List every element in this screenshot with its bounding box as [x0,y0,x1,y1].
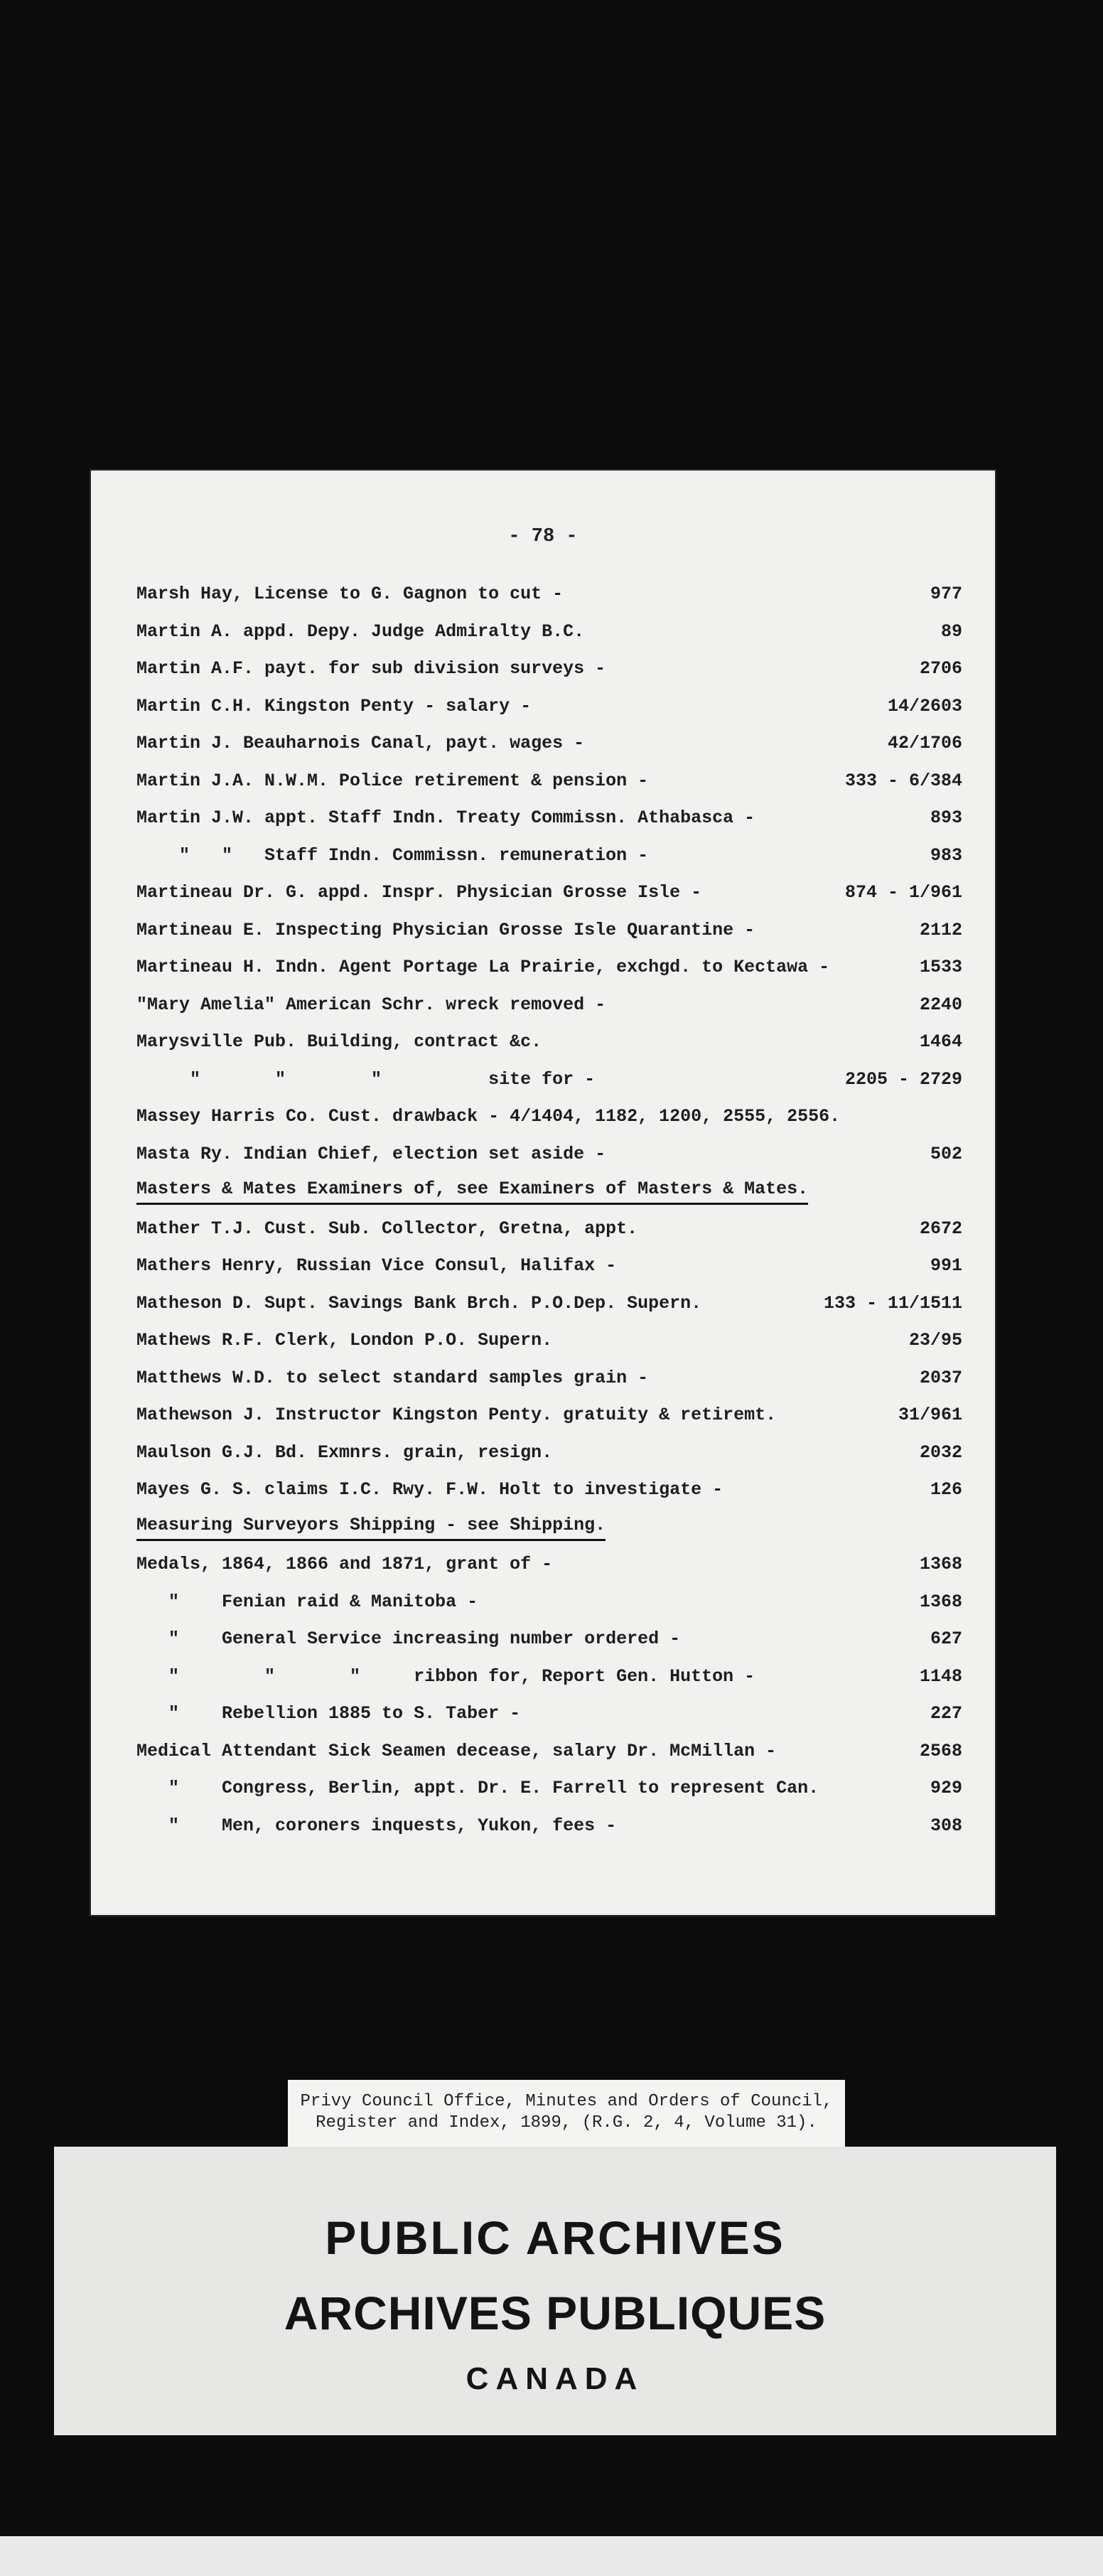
index-entry [91,803,995,834]
entry-text: Mayes G. S. claims I.C. Rwy. F.W. Holt to investigate - [136,1479,723,1500]
entry-reference: 2032 [919,1442,962,1463]
stamp-line-2: ARCHIVES PUBLIQUES [284,2287,827,2339]
entry-reference: 1533 [919,957,962,977]
index-entry [91,1512,995,1543]
entry-text: Massey Harris Co. Cust. drawback - 4/1404, 1182, 1200, 2555, 2556. [136,1106,841,1127]
entry-reference: 1368 [919,1591,962,1612]
index-entry [91,1810,995,1842]
entry-text: " " " ribbon for, Report Gen. Hutton - [136,1665,755,1687]
index-entry [91,1624,995,1655]
index-page [91,471,995,1915]
entry-text: " Rebellion 1885 to S. Taber - [136,1703,521,1724]
entry-reference: 1464 [919,1031,962,1052]
index-entry [91,766,995,797]
entry-text: " " Staff Indn. Commissn. remuneration - [136,844,649,866]
entry-reference: 2205 - 2729 [844,1068,962,1090]
entry-reference: 991 [930,1255,962,1276]
index-entry [91,728,995,759]
entry-text: Matthews W.D. to select standard samples grain - [136,1367,649,1388]
entry-reference: 2672 [919,1218,962,1239]
index-entry [91,915,995,946]
entry-text: Marsh Hay, License to G. Gagnon to cut - [136,584,564,604]
index-entry [91,1363,995,1394]
entry-reference: 308 [930,1815,962,1836]
entry-text: "Mary Amelia" American Schr. wreck removed - [136,994,606,1015]
index-entry [91,1250,995,1282]
entry-text: " General Service increasing number ordered - [136,1628,681,1649]
entry-text: Mathers Henry, Russian Vice Consul, Halifax - [136,1255,617,1276]
archive-label [288,2080,845,2147]
archive-label-line-1: Privy Council Office, Minutes and Orders of Council, [300,2092,833,2111]
index-entry [91,1176,995,1207]
entry-text: Mathewson J. Instructor Kingston Penty. gratuity & retiremt. [136,1405,777,1425]
entry-reference: 31/961 [898,1405,962,1425]
entry-reference: 627 [930,1628,962,1649]
entry-reference: 2706 [919,658,962,679]
index-entry [91,840,995,871]
entry-reference: 2240 [919,994,962,1015]
entry-reference: 126 [930,1479,962,1500]
film-edge [0,2536,1103,2576]
entry-text: Martin J. Beauharnois Canal, payt. wages - [136,733,585,753]
entry-text: Masta Ry. Indian Chief, election set aside - [136,1143,606,1164]
archives-stamp [54,2147,1056,2435]
entry-text: Martineau Dr. G. appd. Inspr. Physician Grosse Isle - [136,882,702,903]
entry-reference: 1368 [919,1554,962,1574]
entry-reference: 89 [940,621,962,642]
entry-text: Martineau E. Inspecting Physician Grosse Isle Quarantine - [136,919,755,940]
index-entry [91,1400,995,1431]
entry-text: Marysville Pub. Building, contract &c. [136,1031,542,1052]
index-entry [91,1587,995,1618]
entry-text: Martineau H. Indn. Agent Portage La Prairie, exchgd. to Kectawa - [136,957,830,977]
entry-text: " Fenian raid & Manitoba - [136,1591,478,1612]
index-entry [91,1549,995,1580]
index-entry [91,1139,995,1170]
index-entry [91,1101,995,1132]
entry-reference: 929 [930,1778,962,1798]
entry-text: Masters & Mates Examiners of, see Examiners of Masters & Mates. [136,1176,808,1205]
page-number: - 78 - [508,526,578,547]
entry-text: " Congress, Berlin, appt. Dr. E. Farrell to represent Can. [136,1778,819,1798]
index-entry [91,1661,995,1692]
entry-text: Martin A. appd. Depy. Judge Admiralty B.C. [136,621,585,642]
entry-text: Measuring Surveyors Shipping - see Shipping. [136,1512,606,1541]
index-entry [91,1026,995,1058]
entry-text: Martin A.F. payt. for sub division surveys - [136,658,606,679]
index-entry [91,989,995,1021]
index-entry [91,1474,995,1506]
entry-reference: 2037 [919,1367,962,1388]
entry-text: Mather T.J. Cust. Sub. Collector, Gretna, appt. [136,1218,638,1239]
entry-reference: 893 [930,807,962,828]
index-entry [91,1213,995,1245]
entry-text: Martin J.W. appt. Staff Indn. Treaty Commissn. Athabasca - [136,807,755,828]
entry-text: Medals, 1864, 1866 and 1871, grant of - [136,1554,553,1574]
stamp-line-3: CANADA [466,2361,645,2396]
entry-text: Matheson D. Supt. Savings Bank Brch. P.O.Dep. Supern. [136,1292,702,1314]
entry-text: " Men, coroners inquests, Yukon, fees - [136,1815,617,1836]
entry-text: Mathews R.F. Clerk, London P.O. Supern. [136,1330,553,1351]
stamp-line-1: PUBLIC ARCHIVES [325,2211,785,2264]
entry-reference: 874 - 1/961 [844,882,962,903]
entry-reference: 983 [930,844,962,866]
index-entry [91,1736,995,1767]
index-entry [91,1288,995,1319]
entry-reference: 133 - 11/1511 [823,1292,962,1314]
entry-reference: 502 [930,1143,962,1164]
index-entry [91,1698,995,1729]
entry-text: Maulson G.J. Bd. Exmnrs. grain, resign. [136,1442,553,1463]
index-entry [91,1064,995,1095]
index-entry [91,579,995,610]
entry-reference: 23/95 [908,1330,962,1351]
entry-reference: 1148 [919,1665,962,1687]
entry-reference: 42/1706 [887,733,962,753]
index-entry [91,1325,995,1356]
entry-text: Medical Attendant Sick Seamen decease, salary Dr. McMillan - [136,1740,777,1761]
entry-text: Martin J.A. N.W.M. Police retirement & pension - [136,770,649,791]
archive-label-line-2: Register and Index, 1899, (R.G. 2, 4, Volume 31). [316,2113,817,2132]
entry-text: Martin C.H. Kingston Penty - salary - [136,695,532,717]
index-entry [91,653,995,685]
entry-reference: 977 [930,584,962,604]
index-entry [91,952,995,983]
entry-reference: 2568 [919,1740,962,1761]
index-entry [91,1437,995,1469]
entry-reference: 227 [930,1703,962,1724]
entry-reference: 14/2603 [887,695,962,717]
entry-reference: 2112 [919,919,962,940]
index-entry [91,616,995,648]
entry-reference: 333 - 6/384 [844,770,962,791]
index-entry [91,1773,995,1804]
entry-text: " " " site for - [136,1068,596,1090]
index-entry [91,691,995,722]
index-entry [91,877,995,908]
